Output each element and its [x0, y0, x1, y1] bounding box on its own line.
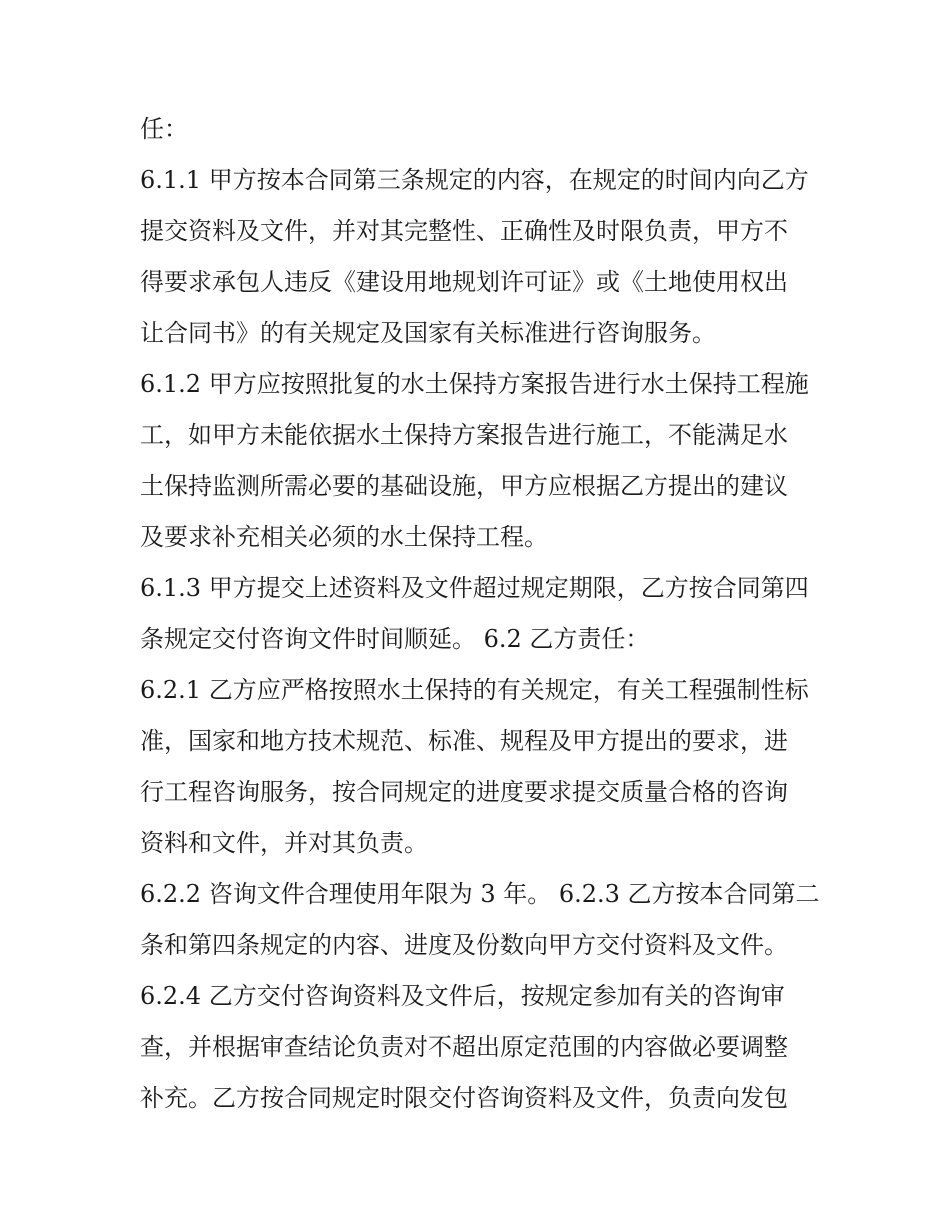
text-line: 6.2.2 咨询文件合理使用年限为 3 年。 6.2.3 乙方按本合同第二 — [140, 880, 820, 908]
text-line: 补充。乙方按合同规定时限交付咨询资料及文件，负责向发包 — [140, 1084, 788, 1112]
text-line: 行工程咨询服务，按合同规定的进度要求提交质量合格的咨询 — [140, 778, 788, 806]
text-line: 及要求补充相关必须的水土保持工程。 — [140, 523, 548, 551]
text-line: 准，国家和地方技术规范、标准、规程及甲方提出的要求，进 — [140, 727, 788, 755]
text-line: 工，如甲方未能依据水土保持方案报告进行施工，不能满足水 — [140, 421, 788, 449]
text-line: 土保持监测所需必要的基础设施，甲方应根据乙方提出的建议 — [140, 472, 788, 500]
text-line: 6.1.3 甲方提交上述资料及文件超过规定期限，乙方按合同第四 — [140, 574, 809, 602]
text-line: 查，并根据审查结论负责对不超出原定范围的内容做必要调整 — [140, 1033, 788, 1061]
text-line: 让合同书》的有关规定及国家有关标准进行咨询服务。 — [140, 319, 716, 347]
text-line: 6.2.4 乙方交付咨询资料及文件后，按规定参加有关的咨询审 — [140, 982, 785, 1010]
text-line: 资料和文件，并对其负责。 — [140, 829, 428, 857]
text-line: 条规定交付咨询文件时间顺延。 6.2 乙方责任： — [140, 625, 650, 653]
text-line: 6.2.1 乙方应严格按照水土保持的有关规定，有关工程强制性标 — [140, 676, 809, 704]
text-line: 得要求承包人违反《建设用地规划许可证》或《土地使用权出 — [140, 268, 788, 296]
text-line: 6.1.2 甲方应按照批复的水土保持方案报告进行水土保持工程施 — [140, 370, 809, 398]
text-line: 提交资料及文件，并对其完整性、正确性及时限负责，甲方不 — [140, 217, 788, 245]
text-line: 任： — [140, 115, 188, 143]
text-line: 6.1.1 甲方按本合同第三条规定的内容，在规定的时间内向乙方 — [140, 166, 809, 194]
text-line: 条和第四条规定的内容、进度及份数向甲方交付资料及文件。 — [140, 931, 788, 959]
